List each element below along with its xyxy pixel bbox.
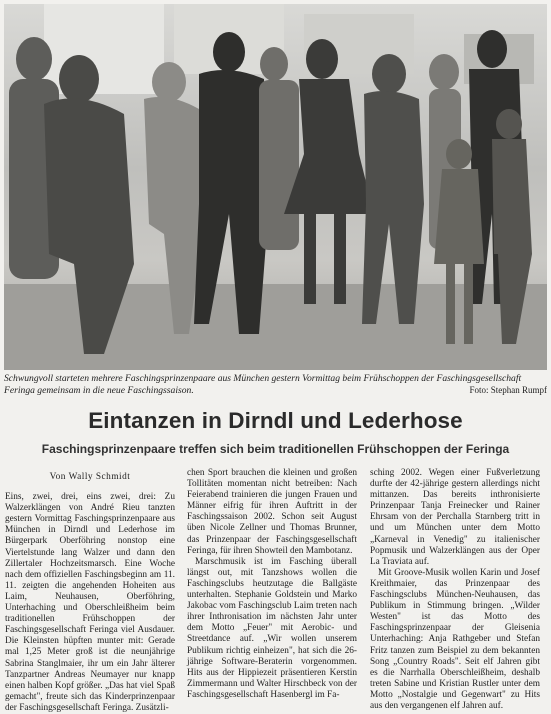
- caption-text: Schwungvoll starteten mehrere Faschingsprinzenpaare aus München gestern Vormittag beim Frühschoppen der Faschingsgesellschaft Feringa gemeinsam in die neue Faschingssaison.: [4, 373, 522, 396]
- article-column-1: [5, 468, 175, 713]
- column-1-paragraph-1: Eins, zwei, drei, eins zwei, drei: Zu Walzerklängen von André Rieu tanzten gestern Vormittag Faschingsprinzenpaare aus München in Dirndl und Lederhose im Bürgerpark Oberföhring nonstop eine Viertelstunde lang Walzer und dann den Zillertaler Hochzeitsmarsch. Eine Woche nach dem offiziellen Faschingsbeginn am 11. 11. zeigten die angehenden Hoheiten aus Laim, Neuhausen, Oberföhring, Unterhaching und Oberschleißheim beim traditionellen Frühschoppen der Faschingsgesellschaft Feringa viel Ausdauer. Die Kleinsten hüpften munter mit: Gerade mal 1,25 Meter groß ist die neunjährige Sabrina Stanglmaier, ihr um ein Jahr älterer Tanzpartner Andreas Neumayer nur knapp einen halben Kopf größer. „Das hat viel Spaß gemacht", freute sich das Kinderprinzenpaar der Faschingsgesellschaft Feringa. Zusätzli-: [5, 492, 175, 713]
- column-3-paragraph-2: Mit Groove-Musik wollen Karin und Josef Kreithmaier, das Prinzenpaar des Faschingsclubs München-Neuhausen, das Publikum in Stimmung bringen. „Wilder Westen" ist das Motto des Faschingsprinzenpaar der Gleisenia Unterhaching: Anja Rathgeber und Stefan Fritz tanzen zum Beispiel zu dem bekannten Song „Country Roads". Seit elf Jahren gibt es die Narrhalla Oberschleißheim, deshalb treten Sabine und Kristian Rustler unter dem Motto „Nostalgie und Gegenwart" zu Hits aus den vergangenen elf Jahren auf.: [370, 567, 540, 711]
- photo-credit: Foto: Stephan Rumpf: [469, 384, 547, 395]
- article-column-3: [370, 468, 540, 711]
- dancing-couples-photo: [4, 4, 547, 370]
- column-2-paragraph-2: Marschmusik ist im Fasching überall längst out, mit Tanzshows wollen die Faschingsclubs heutzutage die Ballgäste unterhalten. Stephanie Goldstein und Marko Jakobac vom Faschingsclub Laim treten nach ihrer Inthronisation im nächsten Jahr unter dem Motto „Feuer" mit Aerobic- und Streetdance auf. „Wir wollen unserem Publikum richtig einheizen", hat sich die 26-jährige Software-Beraterin vorgenommen. Hits aus der Hippiezeit präsentieren Kerstin Zimmermann und Walter Hirschbeck von der Faschingsgesellschaft Hasenbergl im Fa-: [187, 556, 357, 700]
- article-author: Von Wally Schmidt: [49, 472, 131, 482]
- photo-caption: [4, 373, 547, 396]
- article-subheadline: Faschingsprinzenpaare treffen sich beim traditionellen Frühschoppen der Feringa: [41, 442, 510, 456]
- column-2-paragraph-1: chen Sport brauchen die kleinen und großen Tollitäten momentan nicht betreiben: Nach Feierabend trainieren die jungen Frauen und Männer eifrig für ihren Auftritt in der Faschingssaison 2002. Schon seit August üben Nicole Zellner und Thomas Brunner, das Prinzenpaar der Faschingsgesellschaft Feringa, für ihren Showteil den Mambotanz.: [187, 468, 357, 556]
- article-column-2: [187, 468, 357, 704]
- article-headline: Eintanzen in Dirndl und Lederhose: [88, 408, 463, 433]
- column-3-paragraph-1: sching 2002. Wegen einer Fußverletzung durfte der 42-jährige gestern allerdings nicht mittanzen. Das bereits inthronisierte Prinzenpaar Tanja Freinecker und Rainer Ehrsam von der Perchalla Starnberg tritt in und um München unter dem Motto „Karneval in Venedig" zu italienischer Popmusik und Walzerklängen aus der Oper La Traviata auf.: [370, 468, 540, 567]
- photo-illustration: [4, 4, 547, 370]
